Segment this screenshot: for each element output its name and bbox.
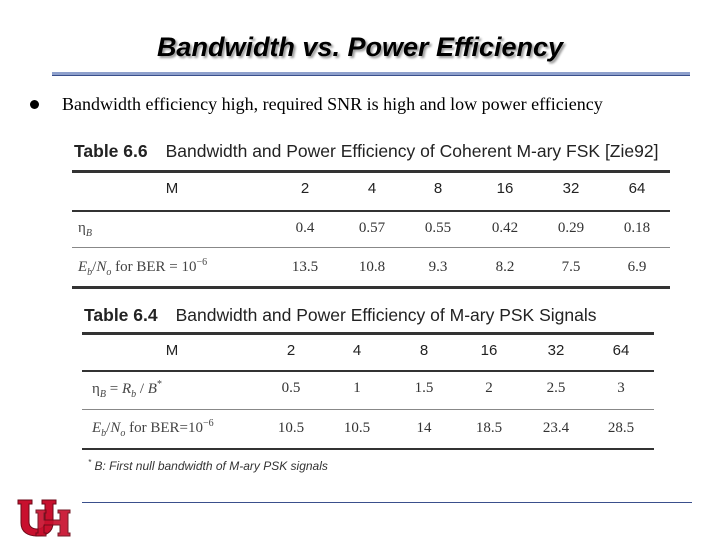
table1-row1-label: $\eta_B$ — [78, 220, 92, 239]
table2-cell: 0.5 — [281, 380, 301, 396]
table2-caption: Bandwidth and Power Efficiency of M-ary PSK Signals — [175, 305, 597, 325]
table1-row-rule — [72, 247, 670, 248]
table1-cell: 9.3 — [428, 259, 448, 275]
table1-cell: 0.57 — [358, 220, 386, 236]
table1-cell: 0.18 — [623, 220, 651, 236]
table2-bottom-rule — [82, 448, 654, 450]
table2-row2-label: $E_b/N_o$ for $BER=10^{-6}$ — [92, 418, 214, 439]
table1-cell: 0.4 — [295, 220, 315, 236]
table1-bottom-rule — [72, 286, 670, 289]
table1-header-m: M — [165, 180, 179, 197]
table2-col-header: 2 — [286, 342, 296, 359]
table2-row-rule — [82, 409, 654, 410]
table1-cell: 0.29 — [557, 220, 585, 236]
table2-col-header: 32 — [547, 342, 565, 359]
table2-header-rule — [82, 370, 654, 372]
table2-col-header: 4 — [352, 342, 362, 359]
table1-col-header: 32 — [562, 180, 580, 197]
bullet-icon — [30, 100, 39, 109]
table2-cell: 1 — [353, 380, 361, 396]
table1-col-header: 2 — [300, 180, 310, 197]
university-logo-icon — [14, 496, 74, 540]
table2-cell: 2 — [485, 380, 493, 396]
table2-cell: 10.5 — [343, 420, 371, 436]
table1-cell: 8.2 — [495, 259, 515, 275]
table1-col-header: 64 — [628, 180, 646, 197]
table2-footnote-text: B: First null bandwidth of M-ary PSK signals — [94, 459, 328, 473]
table2-cell: 3 — [617, 380, 625, 396]
title-rule-dark — [52, 75, 690, 76]
table2-title — [84, 305, 596, 326]
table2-header-m: M — [165, 342, 179, 359]
table1-number: Table 6.6 — [74, 141, 148, 161]
table2-cell: 18.5 — [475, 420, 503, 436]
table2-number: Table 6.4 — [84, 305, 158, 325]
table1-cell: 10.8 — [358, 259, 386, 275]
table2-col-header: 64 — [612, 342, 630, 359]
bullet-text: Bandwidth efficiency high, required SNR is high and low power efficiency — [62, 94, 603, 114]
footer-rule — [82, 502, 692, 503]
table2-col-header: 16 — [480, 342, 498, 359]
table1-cell: 6.9 — [627, 259, 647, 275]
table1-cell: 0.42 — [491, 220, 519, 236]
table2-footnote: * B: First null bandwidth of M-ary PSK signals — [88, 458, 328, 473]
table1-col-header: 16 — [496, 180, 514, 197]
table1-title — [74, 141, 658, 162]
table2-col-header: 8 — [419, 342, 429, 359]
table2-cell: 10.5 — [277, 420, 305, 436]
table1-caption: Bandwidth and Power Efficiency of Coherent M-ary FSK [Zie92] — [165, 141, 659, 161]
table2-cell: 28.5 — [607, 420, 635, 436]
table1-top-rule — [72, 170, 670, 173]
table1-cell: 0.55 — [424, 220, 452, 236]
table1-col-header: 8 — [433, 180, 443, 197]
table1-header-rule — [72, 210, 670, 212]
table2-cell: 2.5 — [546, 380, 566, 396]
table2-top-rule — [82, 332, 654, 335]
table2-cell: 23.4 — [542, 420, 570, 436]
slide-title: Bandwidth vs. Power Efficiency — [156, 32, 564, 62]
table2-row1-label: $\eta_B = R_b / B^*$ — [92, 379, 162, 400]
table1-row2-label: $E_b/N_o$ for BER = $10^{-6}$ — [78, 257, 208, 278]
table1-cell: 7.5 — [561, 259, 581, 275]
table1-col-header: 4 — [367, 180, 377, 197]
table2-cell: 14 — [416, 420, 432, 436]
table1-cell: 13.5 — [291, 259, 319, 275]
table2-cell: 1.5 — [414, 380, 434, 396]
